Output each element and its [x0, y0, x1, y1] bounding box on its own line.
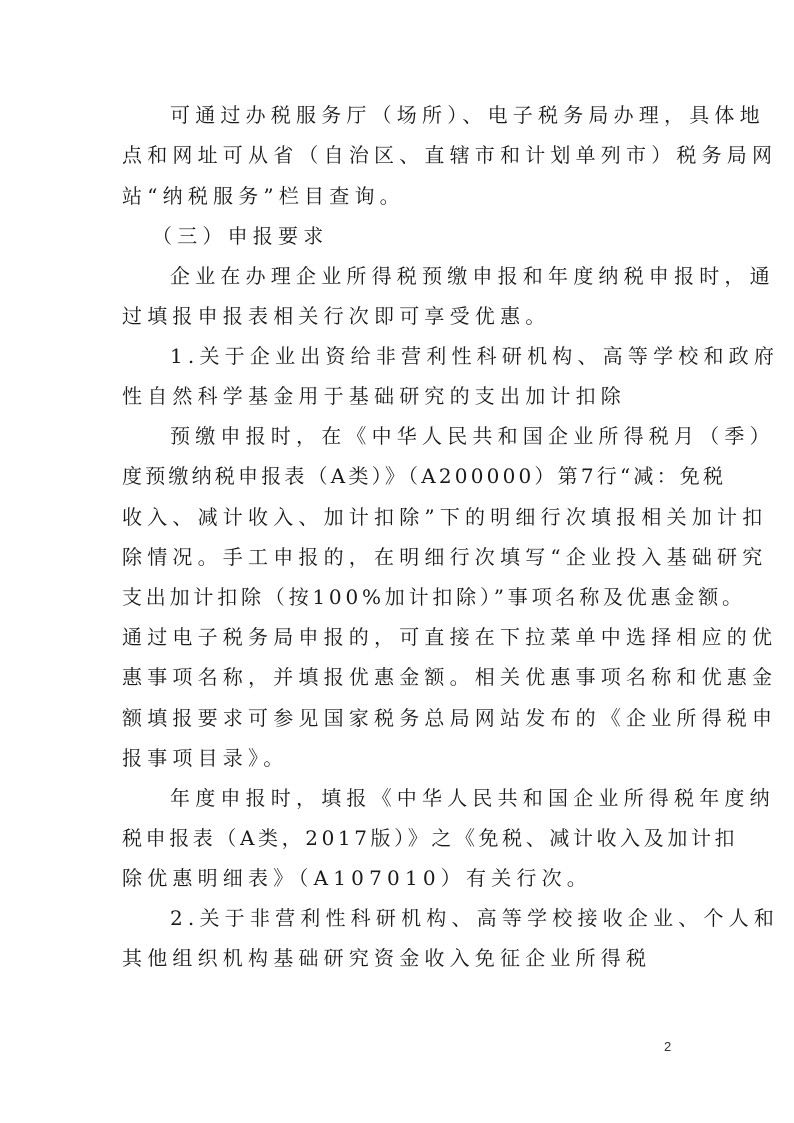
paragraph-line: 站“纳税服务”栏目查询。 — [122, 184, 405, 208]
page-number: 2 — [664, 1039, 672, 1054]
paragraph-line: 除优惠明细表》（A107010）有关行次。 — [122, 866, 592, 890]
subsection-heading-line: 其他组织机构基础研究资金收入免征企业所得税 — [122, 946, 652, 970]
paragraph-line: 企业在办理企业所得税预缴申报和年度纳税申报时，通 — [170, 264, 775, 288]
section-heading: （三）申报要求 — [152, 224, 329, 248]
paragraph-line: 报事项目录》。 — [122, 746, 289, 770]
paragraph-line: 除情况。手工申报的，在明细行次填写“企业投入基础研究 — [122, 545, 768, 569]
paragraph-line: 度预缴纳税申报表（A类）》（A200000）第7行“减：免税 — [122, 464, 727, 488]
paragraph-line: 预缴申报时，在《中华人民共和国企业所得税月（季） — [170, 424, 775, 448]
paragraph-line: 可通过办税服务厅（场所）、电子税务局办理，具体地 — [170, 103, 765, 127]
paragraph-line: 惠事项名称，并填报优惠金额。相关优惠事项名称和优惠金 — [122, 665, 778, 689]
paragraph-line: 税申报表（A类，2017版）》之《免税、减计收入及加计扣 — [122, 826, 739, 850]
paragraph-line: 收入、减计收入、加计扣除”下的明细行次填报相关加计扣 — [122, 505, 768, 529]
paragraph-line: 支出加计扣除（按100%加计扣除）”事项名称及优惠金额。 — [122, 585, 746, 609]
paragraph-line: 过填报申报表相关行次即可享受优惠。 — [122, 304, 551, 328]
subsection-heading-line: 性自然科学基金用于基础研究的支出加计扣除 — [122, 384, 626, 408]
subsection-heading-line: 2.关于非营利性科研机构、高等学校接收企业、个人和 — [170, 906, 780, 930]
paragraph-line: 年度申报时，填报《中华人民共和国企业所得税年度纳 — [170, 786, 775, 810]
subsection-heading-line: 1.关于企业出资给非营利性科研机构、高等学校和政府 — [170, 344, 780, 368]
paragraph-line: 通过电子税务局申报的，可直接在下拉菜单中选择相应的优 — [122, 625, 778, 649]
paragraph-line: 点和网址可从省（自治区、直辖市和计划单列市）税务局网 — [122, 143, 778, 167]
paragraph-line: 额填报要求可参见国家税务总局网站发布的《企业所得税申 — [122, 706, 778, 730]
